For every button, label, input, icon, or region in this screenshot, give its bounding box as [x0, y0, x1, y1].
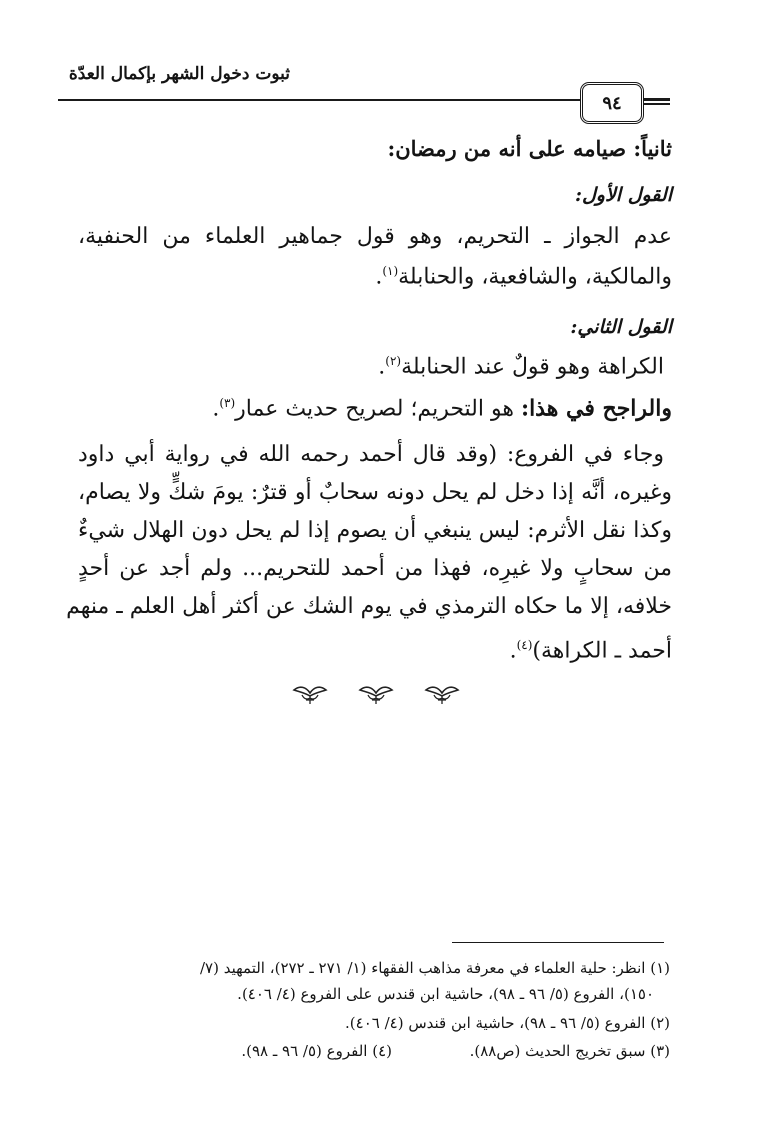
page-number-frame [580, 82, 644, 124]
first-opinion-text: والمالكية، والشافعية، والحنابلة [398, 264, 672, 290]
paragraph-line [510, 630, 672, 666]
footnote-ref[interactable]: (١) [382, 264, 399, 278]
footnote-ref[interactable]: (٣) [219, 396, 236, 410]
page-number: ٩٤ [602, 92, 622, 114]
section-ornament [290, 683, 462, 707]
footnote-3: (٣) سبق تخريج الحديث (ص٨٨). [469, 1042, 670, 1060]
running-header-title: ثبوت دخول الشهر بإكمال العدّة [68, 64, 290, 84]
paragraph-line: من سحابٍ ولا غيرِه، فهذا من أحمد للتحريم... ولم أجد عن أحدٍ [78, 556, 672, 581]
second-opinion-text: الكراهة وهو قولٌ عند الحنابلة [401, 354, 664, 380]
preponderant-label: والراجح في هذا: [520, 395, 672, 422]
paragraph-line: خلافه، إلا ما حكاه الترمذي في يوم الشك عن أكثر أهل العلم ـ منهم [66, 594, 672, 619]
paragraph-line: وكذا نقل الأثرم: ليس ينبغي أن يصوم إذا لم يحل دون الهلال شيءٌ [78, 518, 672, 543]
fleuron-icon [356, 683, 396, 707]
header-decor-line [640, 103, 670, 105]
paragraph-text: أحمد ـ الكراهة) [532, 638, 672, 664]
first-opinion-line [375, 256, 672, 292]
footnote-1-continued: ١٥٠)، الفروع (٥/ ٩٦ ـ ٩٨)، حاشية ابن قندس على الفروع (٤/ ٤٠٦). [237, 985, 654, 1003]
footnote-ref[interactable]: (٢) [385, 354, 402, 368]
footnote-2: (٢) الفروع (٥/ ٩٦ ـ ٩٨)، حاشية ابن قندس (٤/ ٤٠٦). [345, 1014, 670, 1032]
preponderant-line [212, 388, 672, 424]
paragraph-line: وجاء في الفروع: (وقد قال أحمد رحمه الله في رواية أبي داود [78, 442, 664, 467]
period: . [375, 264, 383, 290]
header-rule [58, 99, 670, 101]
period: . [509, 638, 517, 664]
footnote-ref[interactable]: (٤) [516, 638, 533, 652]
period: . [212, 396, 220, 422]
footnote-separator [452, 942, 664, 943]
period: . [378, 354, 386, 380]
fleuron-icon [422, 683, 462, 707]
first-opinion-line: عدم الجواز ـ التحريم، وهو قول جماهير العلماء من الحنفية، [78, 224, 672, 249]
footnote-1: (١) انظر: حلية العلماء في معرفة مذاهب الفقهاء (١/ ٢٧١ ـ ٢٧٢)، التمهيد (٧/ [199, 959, 670, 977]
preponderant-text: هو التحريم؛ لصريح حديث عمار [235, 396, 514, 422]
header-decor-line [640, 98, 670, 100]
second-opinion-label: القول الثاني: [570, 316, 672, 338]
first-opinion-label: القول الأول: [574, 184, 672, 206]
footnote-4: (٤) الفروع (٥/ ٩٦ ـ ٩٨). [241, 1042, 392, 1060]
fleuron-icon [290, 683, 330, 707]
paragraph-line: وغيره، أنَّه إذا دخل لم يحل دونه سحابٌ أو قترٌ: يومَ شكٍّ ولا يصام، [78, 480, 672, 505]
second-opinion-line [378, 346, 664, 382]
section-heading: ثانياً: صيامه على أنه من رمضان: [387, 136, 672, 161]
